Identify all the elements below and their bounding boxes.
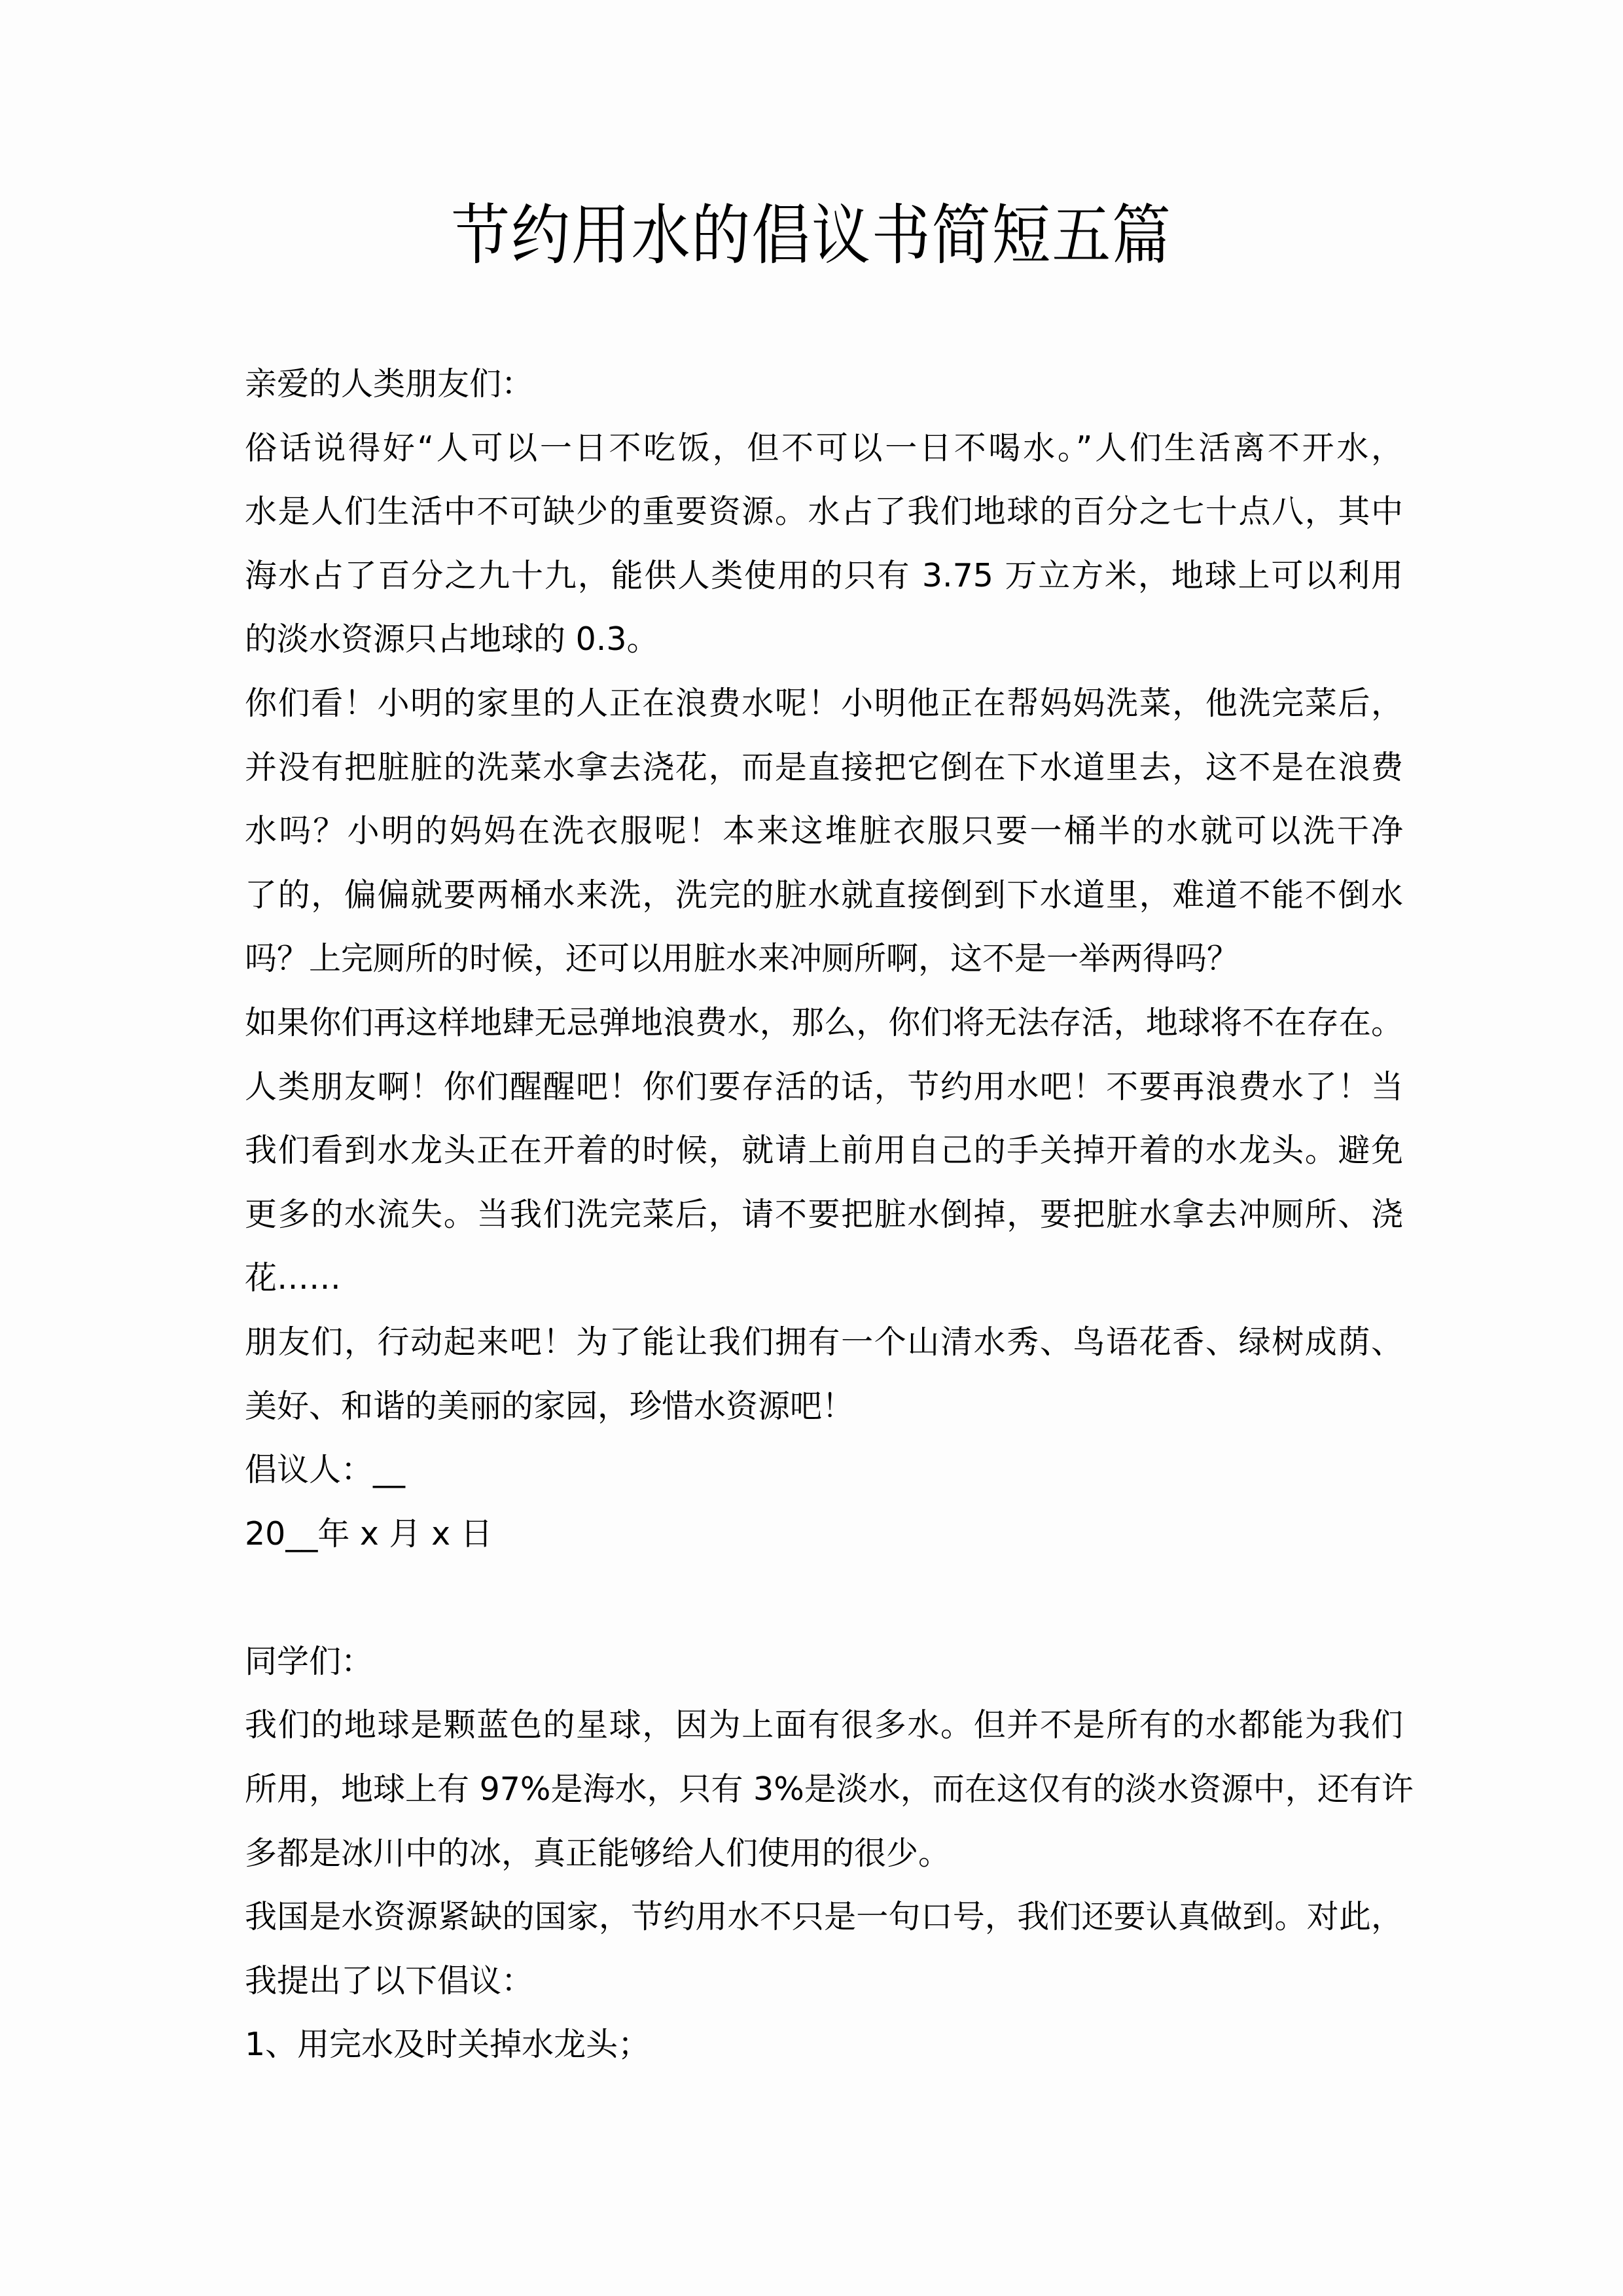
paragraph-line: 并没有把脏脏的洗菜水拿去浇花，而是直接把它倒在下水道里去，这不是在浪费: [245, 748, 1403, 786]
paragraph-line: 人类朋友啊！你们醒醒吧！你们要存活的话，节约用水吧！不要再浪费水了！当: [245, 1067, 1403, 1105]
paragraph-line: 俗话说得好“人可以一日不吃饭，但不可以一日不喝水。”人们生活离不开水，: [245, 429, 1403, 467]
letter-2-greeting: 同学们：: [245, 1642, 374, 1680]
paragraph-line: 我们的地球是颗蓝色的星球，因为上面有很多水。但并不是所有的水都能为我们: [245, 1706, 1403, 1744]
paragraph-line: 朋友们，行动起来吧！为了能让我们拥有一个山清水秀、鸟语花香、绿树成荫、: [245, 1323, 1403, 1361]
paragraph-line: 的淡水资源只占地球的 0.3。: [245, 620, 659, 658]
paragraph-line: 水吗？小明的妈妈在洗衣服呢！本来这堆脏衣服只要一桶半的水就可以洗干净: [245, 812, 1403, 850]
document-body: [245, 352, 1414, 2077]
paragraph-line: 美好、和谐的美丽的家园，珍惜水资源吧！: [245, 1387, 855, 1425]
paragraph-line: 我国是水资源紧缺的国家，节约用水不只是一句口号，我们还要认真做到。对此，: [245, 1898, 1403, 1936]
list-item: 1、用完水及时关掉水龙头；: [245, 2026, 651, 2064]
paragraph-line: 你们看！小明的家里的人正在浪费水呢！小明他正在帮妈妈洗菜，他洗完菜后，: [245, 684, 1403, 722]
paragraph-line: 我们看到水龙头正在开着的时候，就请上前用自己的手关掉开着的水龙头。避免: [245, 1132, 1403, 1170]
letter-1-date: 20__年 x 月 x 日: [245, 1515, 493, 1552]
paragraph-line: 更多的水流失。当我们洗完菜后，请不要把脏水倒掉，要把脏水拿去冲厕所、浇: [245, 1195, 1403, 1233]
letter-1-greeting: 亲爱的人类朋友们：: [245, 365, 534, 403]
paragraph-line: 吗？上完厕所的时候，还可以用脏水来冲厕所啊，这不是一举两得吗？: [245, 940, 1240, 978]
letter-1-signature: 倡议人：__: [245, 1451, 406, 1489]
paragraph-line: 了的，偏偏就要两桶水来洗，洗完的脏水就直接倒到下水道里，难道不能不倒水: [245, 876, 1403, 914]
paragraph-line: 所用，地球上有 97%是海水，只有 3%是淡水，而在这仅有的淡水资源中，还有许: [245, 1770, 1414, 1808]
document-title: 节约用水的倡议书简短五篇: [451, 197, 1172, 274]
paragraph-line: 多都是冰川中的冰，真正能够给人们使用的很少。: [245, 1834, 951, 1872]
paragraph-line: 如果你们再这样地肆无忌弹地浪费水，那么，你们将无法存活，地球将不在存在。: [245, 1003, 1403, 1041]
paragraph-line: 水是人们生活中不可缺少的重要资源。水占了我们地球的百分之七十点八，其中: [245, 493, 1403, 531]
paragraph-line: 花……: [245, 1259, 342, 1297]
section-spacer: [245, 1566, 1403, 1630]
paragraph-line: 我提出了以下倡议：: [245, 1962, 534, 2000]
paragraph-line: 海水占了百分之九十九，能供人类使用的只有 3.75 万立方米，地球上可以利用: [245, 556, 1403, 594]
